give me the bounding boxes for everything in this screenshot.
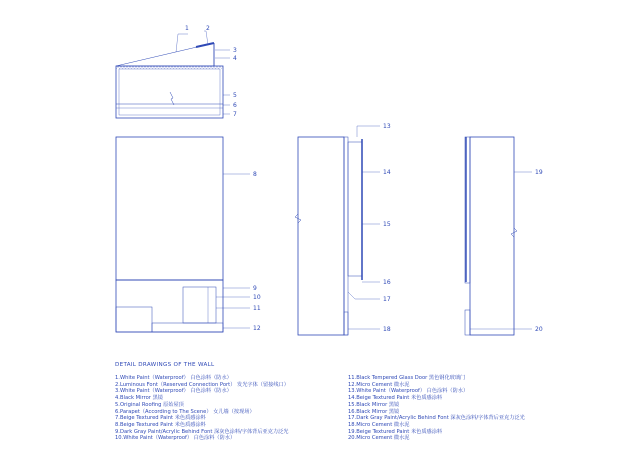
legend-item: 9.Dark Gray Paint/Acrylic Behind Font 深灰色涂料/字体背后亚克力泛光 (115, 428, 289, 435)
callout-1: 1 (185, 25, 189, 32)
section-b-leaders (470, 172, 532, 329)
beige-paint-layer (116, 66, 223, 69)
wall-core (298, 137, 344, 335)
callout-16: 16 (383, 279, 391, 286)
callout-9: 9 (253, 285, 257, 292)
base-step (152, 323, 223, 332)
luminous-font-strip (196, 43, 214, 47)
callout-19: 19 (535, 169, 543, 176)
legend-item: 19.Beige Textured Paint 米色质感涂料 (348, 428, 443, 435)
callout-3: 3 (233, 47, 237, 54)
base-plinth (344, 312, 348, 335)
parapet-outline (116, 66, 223, 118)
legend-item: 7.Beige Textured Paint 米色质感涂料 (115, 415, 206, 422)
callout-12: 12 (253, 325, 261, 332)
legend-left-column (115, 375, 289, 442)
legend-item: 3.White Paint（Waterproof） 白色涂料（防水） (115, 388, 232, 395)
callout-17: 17 (383, 296, 391, 303)
callout-4: 4 (233, 55, 237, 62)
callout-14: 14 (383, 169, 391, 176)
callout-18: 18 (383, 326, 391, 333)
micro-cement-block (116, 307, 152, 332)
legend-item: 2.Luminous Font（Reserved Connection Port） 发光字体（留接线口） (115, 381, 289, 388)
glass-door (183, 287, 216, 323)
facade-elevation (116, 137, 223, 332)
roof-parapet-detail (116, 43, 223, 118)
callout-13: 13 (383, 123, 391, 130)
callout-8: 8 (253, 171, 257, 178)
callout-6: 6 (233, 102, 237, 109)
section-a-leaders (348, 126, 380, 329)
legend-item: 1.White Paint（Waterproof） 白色涂料（防水） (115, 375, 232, 381)
legend-item: 14.Beige Textured Paint 米色质感涂料 (348, 395, 443, 402)
lower-panel (116, 280, 223, 332)
roof-leaders (176, 31, 230, 114)
legend-item: 18.Micro Cement 微水泥 (348, 421, 410, 428)
facade-leaders (216, 174, 250, 328)
legend-item: 10.White Paint（Waterproof） 白色涂料（防水） (115, 435, 236, 442)
callout-2: 2 (206, 25, 210, 32)
break-mark (170, 92, 174, 105)
callout-15: 15 (383, 221, 391, 228)
base-plinth-b (465, 310, 470, 335)
legend-item: 17.Dark Gray Paint/Acrylic Behind Font 深灰色涂料/字体背后亚克力泛光 (348, 415, 525, 422)
callout-7: 7 (233, 111, 237, 118)
callout-11: 11 (253, 305, 261, 312)
legend-item: 8.Beige Textured Paint 米色质感涂料 (115, 421, 206, 428)
wall-section-a (295, 137, 362, 335)
legend-item: 13.White Paint（Waterproof） 白色涂料（防水） (348, 388, 469, 395)
callout-10: 10 (253, 294, 261, 301)
sign-box (348, 142, 362, 276)
legend-item: 6.Parapet（According to The Scene） 女儿墙（按现场） (115, 408, 255, 415)
legend-item: 20.Micro Cement 微水泥 (348, 435, 410, 442)
callout-20: 20 (535, 326, 543, 333)
legend-item: 15.Black Mirror 黑镜 (348, 401, 400, 408)
callout-5: 5 (233, 92, 237, 99)
wall-core-b (470, 137, 514, 335)
legend-item: 11.Black Tempered Glass Door 黑色钢化玻璃门 (348, 375, 466, 381)
legend-item: 5.Original Roofing 原始屋顶 (115, 401, 184, 408)
legend-item: 12.Micro Cement 微水泥 (348, 381, 410, 388)
drawing-title: DETAIL DRAWINGS OF THE WALL (115, 362, 215, 368)
beige-textured-panel (116, 137, 223, 280)
legend-item: 16.Black Mirror 黑镜 (348, 408, 400, 415)
wall-section-b (465, 137, 517, 335)
legend-right-column (348, 375, 525, 442)
finish-layer (344, 137, 348, 335)
legend-item: 4.Black Mirror 黑镜 (115, 395, 163, 402)
